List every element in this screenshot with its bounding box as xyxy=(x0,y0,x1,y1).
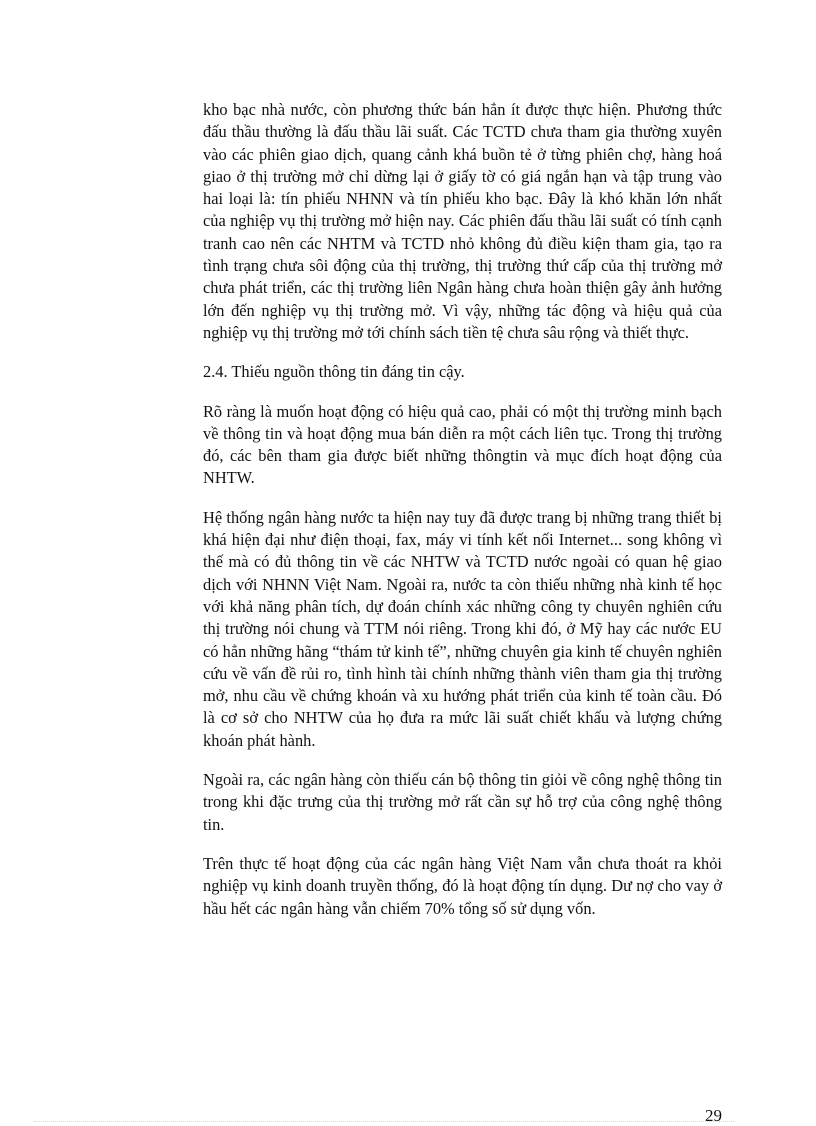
paragraph-transparent-market: Rõ ràng là muốn hoạt động có hiệu quả cao, phải có một thị trường minh bạch về thông tin và hoạt động mua bán diễn ra một cách liên tục. Trong thị trường đó, các bên tham gia được biết những thôngtin và mục đích hoạt động của NHTW. xyxy=(203,401,722,488)
page-number: 29 xyxy=(705,1106,722,1125)
page-content xyxy=(203,99,722,937)
paragraph-banking-system-information: Hệ thống ngân hàng nước ta hiện nay tuy đã được trang bị những trang thiết bị khá hiện đại như điện thoại, fax, máy vi tính kết nối Internet... song không vì thế mà có đủ thông tin về các NHTW và TCTD nước ngoài có quan hệ giao dịch với NHNN Việt Nam. Ngoài ra, nước ta còn thiếu những nhà kinh tế học với khả năng phân tích, dự đoán chính xác những công ty chuyên nghiên cứu thị trường nói chung và TTM nói riêng. Trong khi đó, ở Mỹ hay các nước EU có hẳn những hãng “thám tử kinh tế”, những chuyên gia kinh tế chuyên nghiên cứu về vấn đề rủi ro, tình hình tài chính những thành viên tham gia thị trường mở, nhu cầu về chứng khoán và xu hướng phát triển của kinh tế toàn cầu. Đó là cơ sở cho NHTW của họ đưa ra mức lãi suất chiết khấu và lượng chứng khoán phát hành. xyxy=(203,507,722,750)
section-heading: 2.4. Thiếu nguồn thông tin đáng tin cậy. xyxy=(203,362,465,382)
footer-dotted-rule xyxy=(34,1121,734,1122)
paragraph-open-market-issues: kho bạc nhà nước, còn phương thức bán hẳn ít được thực hiện. Phương thức đấu thầu thường là đấu thầu lãi suất. Các TCTD chưa tham gia thường xuyên vào các phiên giao dịch, quang cảnh khá buồn tẻ ở từng phiên chợ, hàng hoá giao ở thị trường mở chỉ dừng lại ở giấy tờ có giá ngắn hạn và tập trung vào hai loại là: tín phiếu NHNN và tín phiếu kho bạc. Đây là khó khăn lớn nhất của nghiệp vụ thị trường mở hiện nay. Các phiên đấu thầu lãi suất có tính cạnh tranh cao nên các NHTM và TCTD nhỏ không đủ điều kiện tham gia, tạo ra tình trạng chưa sôi động của thị trường, thị trường thứ cấp của thị trường mở chưa phát triển, các thị trường liên Ngân hàng chưa hoàn thiện gây ảnh hưởng lớn đến nghiệp vụ thị trường mở. Vì vậy, những tác động và hiệu quả của nghiệp vụ thị trường mở tới chính sách tiền tệ chưa sâu rộng và thiết thực. xyxy=(203,100,722,342)
paragraph-it-staff-shortage: Ngoài ra, các ngân hàng còn thiếu cán bộ thông tin giỏi về công nghệ thông tin trong khi đặc trưng của thị trường mở rất cần sự hỗ trợ của công nghệ thông tin. xyxy=(203,770,722,834)
paragraph-traditional-business: Trên thực tế hoạt động của các ngân hàng Việt Nam vẫn chưa thoát ra khỏi nghiệp vụ kinh doanh truyền thống, đó là hoạt động tín dụng. Dư nợ cho vay ở hầu hết các ngân hàng vẫn chiếm 70% tổng số sử dụng vốn. xyxy=(203,853,722,918)
